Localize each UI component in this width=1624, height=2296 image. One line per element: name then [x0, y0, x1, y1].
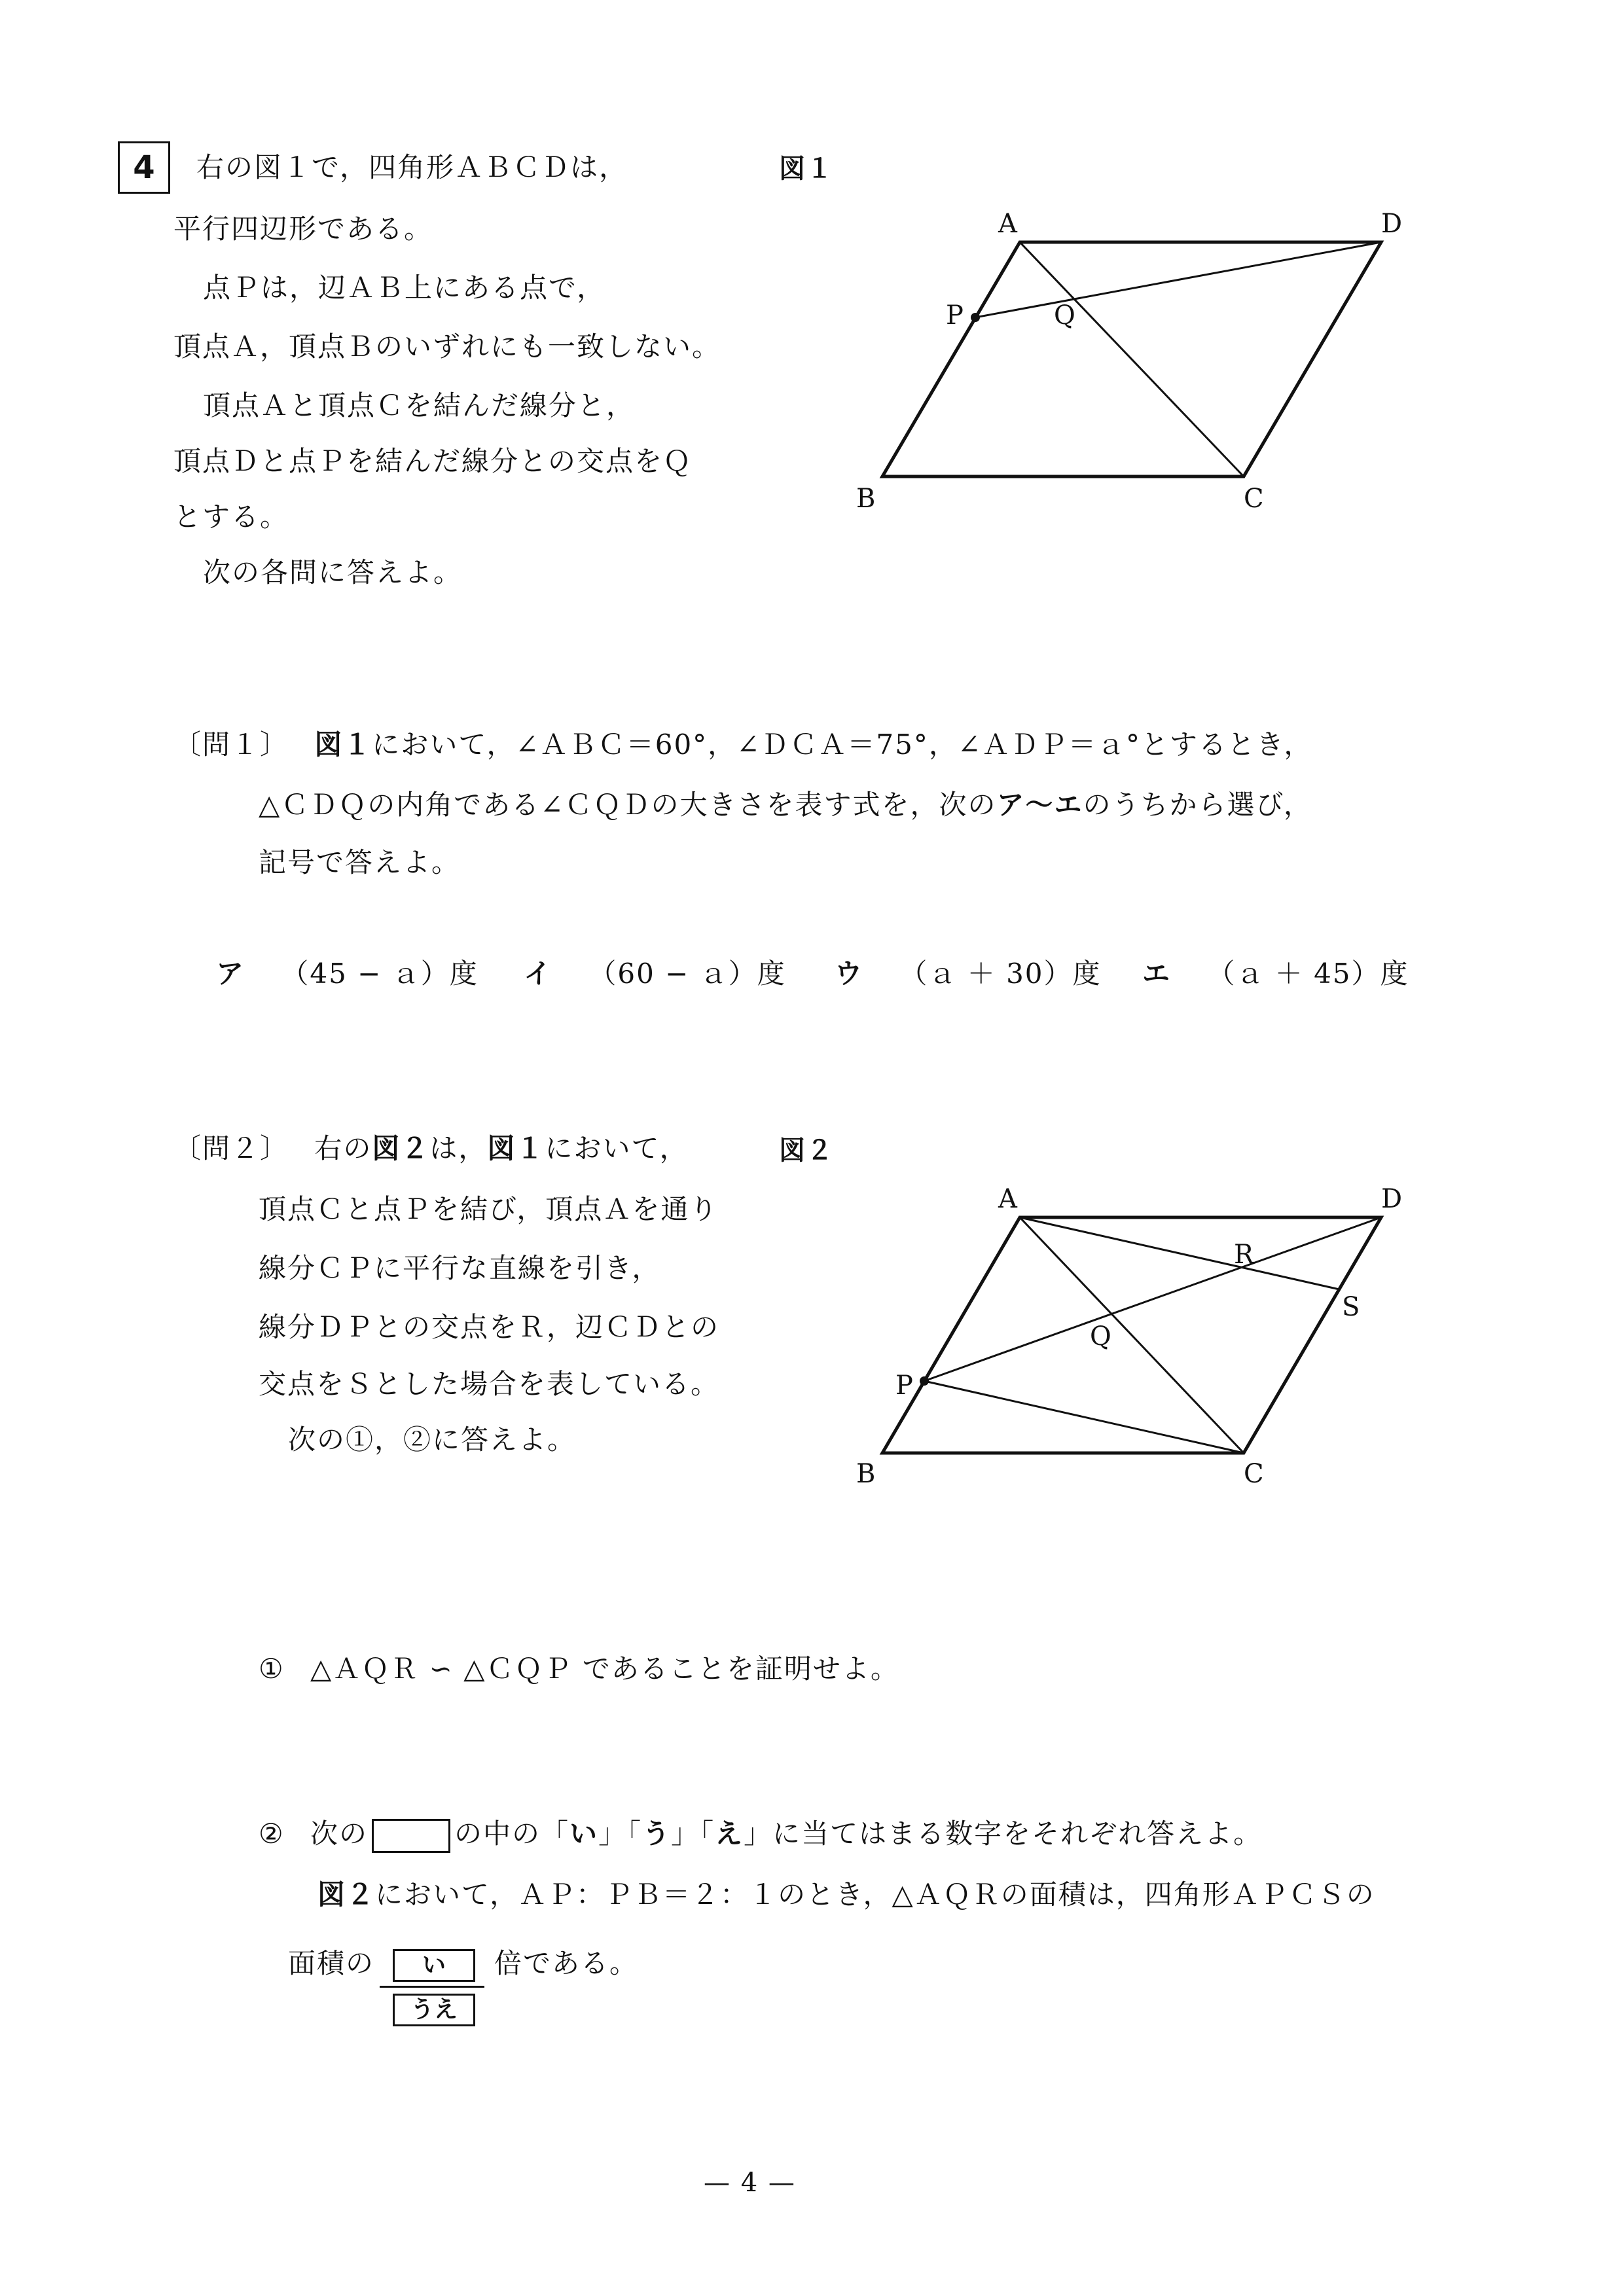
q2-sub2-line-1 [259, 1814, 1262, 1854]
q1-line-3: 記号で答えよ。 [259, 846, 461, 878]
q1-fig-ref: 図１ [314, 728, 372, 761]
q2-sub2-line-3-post: 倍である。 [494, 1947, 639, 1979]
q2-sub2-key-e: え [715, 1818, 744, 1850]
q2-line-1 [173, 1129, 689, 1168]
q2-line-2: 頂点Ｃと点Ｐを結び，頂点Ａを通り [259, 1193, 719, 1225]
q1-choice-a-text: （45 − ａ）度 [281, 958, 478, 990]
q2-fig1-ref: 図１ [487, 1132, 545, 1164]
q2-line-4: 線分ＤＰとの交点をＲ，辺ＣＤとの [259, 1311, 720, 1343]
fig2-segment-as [1020, 1217, 1339, 1289]
fig2-label-b: B [856, 1459, 876, 1489]
intro-line-8: 次の各問に答えよ。 [203, 556, 463, 588]
q1-choice-i [524, 954, 786, 994]
fig1-diagonal-ac [1020, 242, 1244, 476]
q2-sub2-mid: の中の「 [454, 1818, 570, 1850]
q2-sub2-key-u: う [642, 1818, 672, 1850]
q1-choice-u [835, 954, 1102, 994]
q2-sub2-key-i: い [569, 1818, 599, 1850]
q1-line-1 [173, 725, 1312, 764]
fig1-label-b: B [856, 484, 876, 514]
fig1-label-d: D [1381, 209, 1403, 239]
q1-line-1-text: において，∠ＡＢＣ＝60°，∠ＤＣＡ＝75°，∠ＡＤＰ＝ａ°とするとき， [372, 728, 1313, 761]
fig2-label: 図２ [779, 1136, 834, 1166]
q1-line-2-choice-range: ア〜エ [996, 789, 1083, 821]
q1-choice-u-mark: ウ [835, 958, 864, 990]
fig2-label-r: R [1234, 1240, 1254, 1270]
intro-line-6: 頂点Ｄと点Ｐを結んだ線分との交点をＱ [173, 445, 693, 477]
intro-line-5: 頂点Ａと頂点Ｃを結んだ線分と， [203, 389, 636, 422]
fig1-label-a: A [998, 209, 1017, 239]
q2-tag: 〔問２〕 [173, 1132, 289, 1164]
q2-sub2-sep1: 」「 [598, 1818, 643, 1850]
q1-choice-e [1142, 954, 1409, 994]
q1-choice-u-text: （ａ ＋ 30）度 [899, 958, 1102, 990]
fraction-numerator-box: い [393, 1949, 475, 1982]
q1-choice-e-mark: エ [1142, 958, 1172, 990]
intro-line-7: とする。 [173, 501, 289, 533]
q2-sub2-blank-box [372, 1819, 450, 1853]
q2-sub2-line-3-pre: 面積の [288, 1947, 375, 1979]
fig1-label-c: C [1244, 484, 1264, 514]
q1-line-2 [259, 785, 1312, 825]
q2-line-6: 次の①，②に答えよ。 [288, 1424, 577, 1456]
fig1-label-q: Q [1054, 300, 1075, 331]
figure-2 [838, 1185, 1427, 1499]
q2-sub2-fig-ref: 図２ [317, 1878, 376, 1910]
q2-sub2-line-2-text: において，ＡＰ：ＰＢ＝２：１のとき，△ＡＱＲの面積は，四角形ＡＰＣＳの [375, 1878, 1375, 1910]
q1-choice-i-mark: イ [524, 958, 553, 990]
q2-line-1-post: において， [545, 1132, 689, 1164]
q2-sub2-sep2: 」「 [671, 1818, 715, 1850]
q2-line-5: 交点をＳとした場合を表している。 [259, 1368, 720, 1400]
figure-1 [838, 209, 1427, 524]
fig2-label-a: A [998, 1185, 1017, 1214]
q2-line-1-mid: は， [429, 1132, 488, 1164]
q2-sub2-post: 」に当てはまる数字をそれぞれ答えよ。 [744, 1818, 1263, 1850]
fig2-label-d: D [1381, 1185, 1403, 1214]
fig2-label-c: C [1244, 1459, 1264, 1489]
q2-line-1-pre: 右の [314, 1132, 372, 1164]
q2-sub2-num: ② [259, 1818, 285, 1850]
q2-fig2-ref: 図２ [372, 1132, 430, 1164]
fig2-label-p: P [895, 1371, 913, 1401]
fraction-bar [380, 1986, 484, 1988]
fig1-point-p-dot [971, 313, 980, 322]
intro-line-2: 平行四辺形である。 [173, 213, 433, 245]
fraction-denominator-box: うえ [393, 1994, 475, 2026]
q2-sub1-text: △ＡＱＲ ∽ △ＣＱＰ であることを証明せよ。 [310, 1653, 899, 1685]
page-number: — 4 — [704, 2168, 796, 2198]
q2-line-3: 線分ＣＰに平行な直線を引き， [259, 1252, 661, 1284]
fig1-label: 図１ [779, 154, 834, 184]
q1-line-2-pre: △ＣＤＱの内角である∠ＣＱＤの大きさを表す式を，次の [259, 789, 997, 821]
answer-fraction [380, 1944, 484, 2029]
q1-line-2-post: のうちから選び， [1083, 789, 1312, 821]
q1-choice-e-text: （ａ ＋ 45）度 [1207, 958, 1409, 990]
intro-line-1: 右の図１で，四角形ＡＢＣＤは， [196, 151, 628, 183]
q1-choice-i-text: （60 − ａ）度 [588, 958, 786, 990]
fig2-label-q: Q [1090, 1321, 1111, 1352]
fig1-label-p: P [946, 300, 964, 331]
fig2-segment-cp [924, 1381, 1244, 1453]
fig2-label-s: S [1342, 1292, 1360, 1322]
q2-sub2-pre: 次の [310, 1818, 369, 1850]
intro-line-3: 点Ｐは，辺ＡＢ上にある点で， [203, 272, 606, 304]
q1-choice-a [216, 954, 478, 994]
q2-sub1 [259, 1649, 899, 1689]
q1-tag: 〔問１〕 [173, 728, 289, 761]
fig1-segment-dp [975, 242, 1381, 317]
q1-choice-a-mark: ア [216, 958, 245, 990]
q2-sub1-num: ① [259, 1653, 285, 1685]
fig2-point-p-dot [920, 1376, 929, 1386]
intro-line-4: 頂点Ａ，頂点Ｂのいずれにも一致しない。 [173, 331, 721, 363]
problem-number: 4 [118, 141, 170, 194]
q2-sub2-line-2 [317, 1875, 1375, 1914]
